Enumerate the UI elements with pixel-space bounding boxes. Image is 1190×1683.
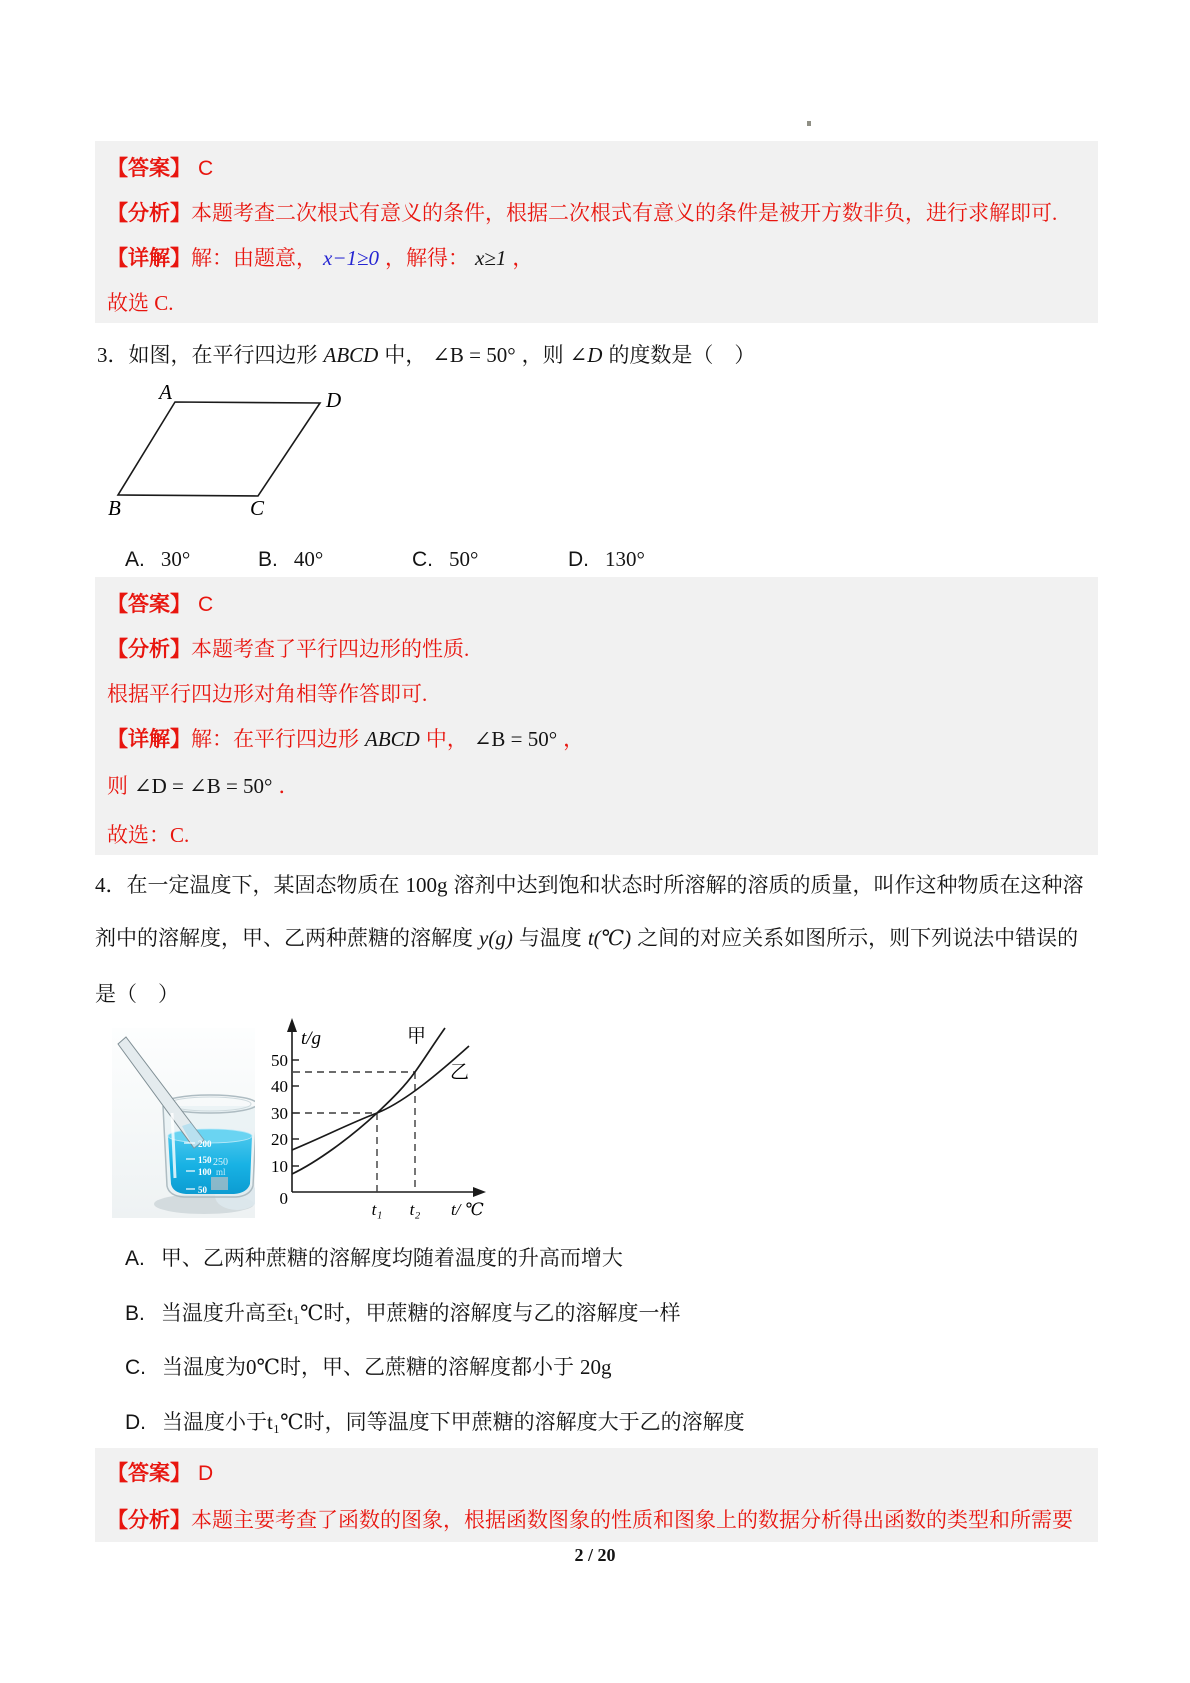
- stem-text: 剂中的溶解度，甲、乙两种蔗糖的溶解度: [95, 926, 473, 950]
- option-letter: D.: [568, 548, 589, 571]
- question-4-stem-line-3: 是（ ）: [95, 982, 179, 1006]
- graduation-150: 150: [198, 1155, 212, 1165]
- option-text: 时，甲、乙蔗糖的溶解度都小于: [280, 1355, 574, 1379]
- y-tick-labels: [271, 1051, 288, 1208]
- stem-text: 之间的对应关系如图所示，则下列说法中错误的: [637, 926, 1079, 950]
- stem-text: 如图，在平行四边形: [128, 343, 318, 367]
- option-letter: B.: [258, 548, 278, 571]
- x-axis-arrow: [473, 1187, 486, 1197]
- analysis-label: 【分析】: [107, 1508, 191, 1532]
- conclusion-line: 故选 C.: [107, 291, 174, 315]
- series-label-jia: 甲: [406, 1026, 426, 1047]
- graduation-200: 200: [198, 1139, 212, 1149]
- option-value: 30°: [160, 547, 191, 571]
- vertex-label-c: C: [250, 496, 265, 519]
- beaker-photo: [112, 1028, 255, 1218]
- answer-block-q2: [95, 141, 1098, 323]
- curve-yi: [292, 1046, 469, 1150]
- detail-text: 解：在平行四边形: [191, 727, 359, 751]
- detail-text: ，: [512, 246, 534, 270]
- answer-line: [107, 155, 213, 182]
- detail-text: ．: [278, 774, 300, 798]
- formula-t1-celsius: t₁℃: [286, 1301, 324, 1325]
- detail-text: ，解得：: [385, 246, 470, 270]
- detail-text: ，: [563, 727, 585, 751]
- answer-line: [107, 1460, 213, 1487]
- option-text: 当温度升高至: [160, 1301, 287, 1325]
- analysis-line: [107, 636, 469, 663]
- origin-label: 0: [279, 1189, 288, 1208]
- detail-label: 【详解】: [107, 246, 191, 270]
- y-tick-10: 10: [271, 1157, 288, 1176]
- option-text: 时，甲蔗糖的溶解度与乙的溶解度一样: [323, 1301, 681, 1325]
- question-number: 3．: [97, 343, 129, 367]
- series-label-yi: 乙: [450, 1062, 470, 1083]
- option-value: 50°: [449, 547, 479, 571]
- stem-text: 在一定温度下，某固态物质在: [126, 873, 400, 897]
- graduation-100: 100: [198, 1167, 212, 1177]
- option-a: [125, 546, 190, 573]
- formula-angle-b: ∠B = 50°: [473, 727, 558, 751]
- curve-jia: [292, 1028, 445, 1174]
- detail-text: 解：由题意，: [191, 246, 317, 270]
- y-tick-20: 20: [271, 1130, 288, 1149]
- option-letter: C.: [412, 548, 433, 571]
- formula-100g: 100g: [405, 873, 448, 897]
- option-a: [125, 1245, 623, 1272]
- detail-line-2: [107, 773, 299, 800]
- formula-t1-celsius: t₁℃: [267, 1410, 304, 1434]
- option-b: [125, 1300, 681, 1327]
- option-letter: A.: [125, 548, 145, 571]
- y-tick-50: 50: [271, 1051, 288, 1070]
- formula-20g: 20g: [580, 1355, 612, 1379]
- detail-text: 则: [107, 774, 128, 798]
- formula-angle-b: ∠B = 50°: [432, 343, 516, 367]
- answer-block-q3: [95, 577, 1098, 855]
- option-c: [125, 1354, 618, 1381]
- conclusion-line: 故选：C.: [107, 823, 190, 847]
- y-tick-40: 40: [271, 1077, 288, 1096]
- x-tick-t1: t₁: [371, 1200, 383, 1219]
- answer-label: 【答案】: [107, 156, 191, 180]
- option-d: [125, 1409, 745, 1436]
- formula-x-minus-1: x−1≥0: [323, 246, 380, 270]
- question-3-stem: [97, 342, 755, 369]
- vertex-label-d: D: [326, 388, 342, 412]
- analysis-line: [107, 1507, 1073, 1534]
- x-tick-t2: t₂: [409, 1200, 421, 1219]
- question-number: 4．: [95, 873, 127, 897]
- y-axis-label: t/g: [301, 1028, 322, 1049]
- option-text: 时，同等温度下甲蔗糖的溶解度大于乙的溶解度: [303, 1410, 745, 1434]
- parallelogram-diagram: [100, 385, 345, 519]
- option-b: [258, 546, 323, 573]
- formula-angle-d-equals: ∠D = ∠B = 50°: [134, 774, 273, 798]
- analysis-text: 本题考查了平行四边形的性质.: [191, 637, 470, 661]
- parallelogram-outline: [118, 402, 320, 496]
- question-4-stem-line-2: [95, 925, 1078, 952]
- stem-text: 与温度: [518, 926, 582, 950]
- stem-text: 的度数是（ ）: [608, 343, 756, 367]
- formula-angle-d: ∠D: [569, 343, 603, 367]
- stem-text: 溶剂中达到饱和状态时所溶解的溶质的质量，叫作这种物质在这种溶: [453, 873, 1084, 897]
- option-letter: B.: [125, 1302, 145, 1325]
- option-value: 40°: [293, 547, 324, 571]
- vertex-label-b: B: [108, 496, 121, 519]
- answer-block-q4: [95, 1448, 1098, 1542]
- volume-label: 250: [213, 1157, 228, 1168]
- solubility-graph: [255, 1008, 495, 1226]
- analysis-text: 本题主要考查了函数的图象，根据函数图象的性质和图象上的数据分析得出函数的类型和所需要: [191, 1508, 1073, 1532]
- formula-t-celsius: t(℃): [587, 926, 632, 950]
- detail-label: 【详解】: [107, 727, 191, 751]
- page-number: 2 / 20: [574, 1545, 616, 1565]
- option-letter: A.: [125, 1247, 145, 1270]
- vertex-label-a: A: [159, 385, 172, 404]
- graduation-50: 50: [198, 1185, 207, 1195]
- stray-mark: [807, 121, 811, 126]
- label-patch: [211, 1177, 228, 1190]
- detail-line: [107, 726, 584, 753]
- x-axis-label: t/ ℃: [451, 1200, 484, 1219]
- volume-unit: ml: [216, 1167, 226, 1177]
- detail-line: [107, 245, 533, 272]
- answer-label: 【答案】: [107, 1461, 191, 1485]
- detail-text: 中，: [425, 727, 468, 751]
- stem-text: 中，: [384, 343, 427, 367]
- option-letter: D.: [125, 1411, 146, 1434]
- option-d: [568, 546, 645, 573]
- answer-value: C: [198, 157, 214, 180]
- question-4-stem-line-1: [95, 872, 1084, 899]
- stem-text: ，则: [521, 343, 564, 367]
- option-letter: C.: [125, 1356, 146, 1379]
- analysis-label: 【分析】: [107, 201, 191, 225]
- analysis-text: 本题考查二次根式有意义的条件，根据二次根式有意义的条件是被开方数非负，进行求解即可.: [191, 201, 1058, 225]
- option-text: 当温度小于: [162, 1410, 267, 1434]
- y-tick-30: 30: [271, 1104, 288, 1123]
- answer-line: [107, 591, 213, 618]
- analysis-line: [107, 200, 1057, 227]
- answer-value: D: [198, 1462, 214, 1485]
- formula-abcd: ABCD: [365, 727, 420, 751]
- formula-0-celsius: 0℃: [246, 1355, 280, 1379]
- analysis-label: 【分析】: [107, 637, 191, 661]
- y-axis-arrow: [287, 1018, 297, 1032]
- option-c: [412, 546, 478, 573]
- answer-value: C: [198, 593, 214, 616]
- formula-abcd: ABCD: [323, 343, 379, 367]
- answer-label: 【答案】: [107, 592, 191, 616]
- option-text: 当温度为: [162, 1355, 246, 1379]
- analysis-line-2: 根据平行四边形对角相等作答即可.: [107, 682, 428, 706]
- formula-y-g: y(g): [479, 926, 513, 950]
- option-value: 130°: [605, 547, 645, 571]
- option-text: 甲、乙两种蔗糖的溶解度均随着温度的升高而增大: [160, 1246, 623, 1270]
- formula-x-ge-1: x≥1: [475, 246, 507, 270]
